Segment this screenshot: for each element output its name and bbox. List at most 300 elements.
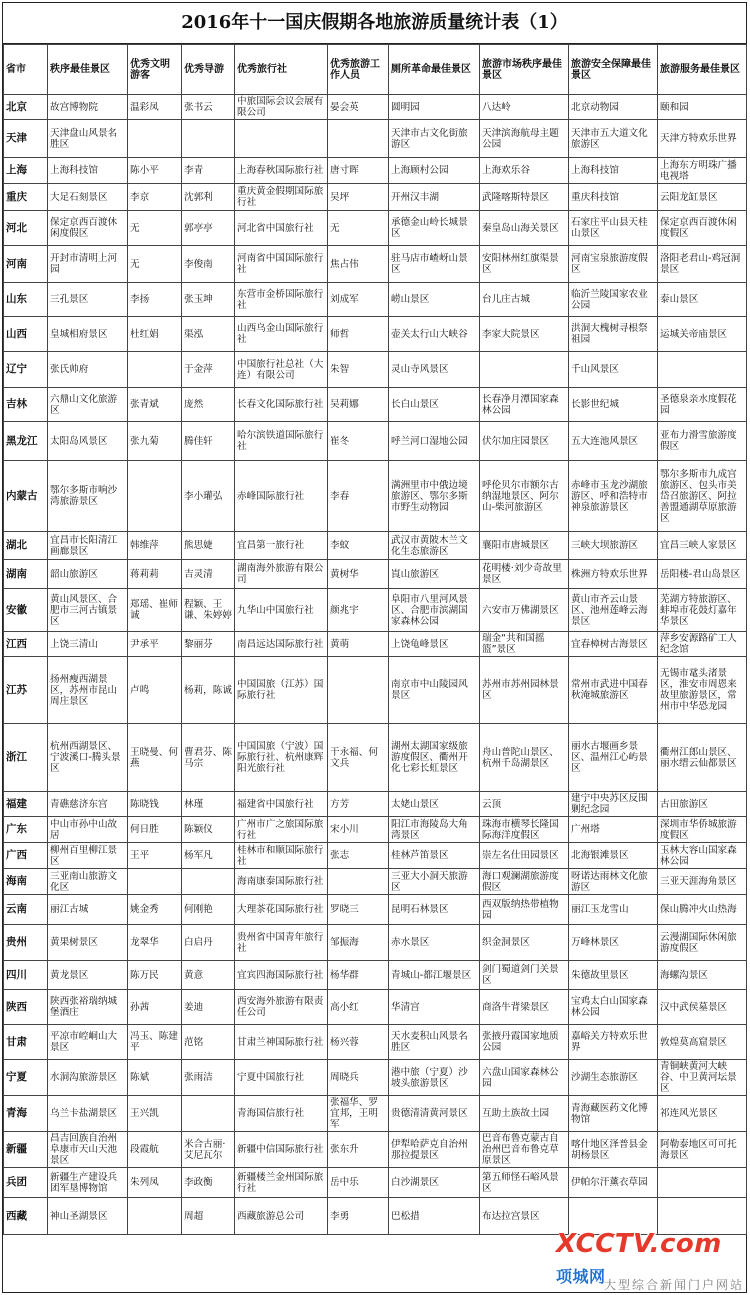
column-header: 旅游市场秩序最佳景区 xyxy=(480,45,569,95)
table-row xyxy=(4,211,747,246)
table-cell: 朱智 xyxy=(328,352,389,388)
table-cell: 无锡市鼋头渚景区，淮安市周恩来故里旅游景区，常州市中华恐龙园 xyxy=(658,657,747,724)
table-cell: 青铜峡黄河大峡谷、中卫黄河坛景区 xyxy=(658,1060,747,1096)
table-cell: 华清宫 xyxy=(389,990,480,1025)
table-cell: 宋小川 xyxy=(328,817,389,843)
table-row xyxy=(4,1168,747,1198)
table-cell: 商洛牛背梁景区 xyxy=(480,990,569,1025)
table-cell: 李蚊 xyxy=(328,532,389,560)
table-cell: 阳江市海陵岛大角湾景区 xyxy=(389,817,480,843)
province-cell: 广东 xyxy=(4,817,48,843)
province-cell: 辽宁 xyxy=(4,352,48,388)
table-cell: 昌吉回族自治州阜康市天山天池景区 xyxy=(48,1132,128,1168)
table-row xyxy=(4,990,747,1025)
table-cell: 八达岭 xyxy=(480,95,569,120)
table-cell: 段霞航 xyxy=(128,1132,182,1168)
table-cell: 郑瑶、崔师诚 xyxy=(128,589,182,632)
table-cell: 上海顾村公园 xyxy=(389,158,480,184)
table-cell: 吉灵清 xyxy=(182,560,235,589)
table-cell: 李扬 xyxy=(128,283,182,317)
table-cell: 伊帕尔汗薰衣草园 xyxy=(569,1168,658,1198)
table-cell: 剑门蜀道剑门关景区 xyxy=(480,961,569,990)
table-cell xyxy=(328,120,389,158)
table-cell: 陈万民 xyxy=(128,961,182,990)
table-cell: 李家大院景区 xyxy=(480,317,569,352)
table-cell: 无 xyxy=(128,246,182,283)
table-cell: 杨华群 xyxy=(328,961,389,990)
table-cell xyxy=(328,869,389,895)
table-cell: 西安海外旅游有限责任公司 xyxy=(235,990,328,1025)
table-cell: 中旅国际会议会展有限公司 xyxy=(235,95,328,120)
table-cell: 宁夏中国旅行社 xyxy=(235,1060,328,1096)
table-cell: 三峡大坝旅游区 xyxy=(569,532,658,560)
table-cell: 太姥山景区 xyxy=(389,792,480,817)
table-row xyxy=(4,1025,747,1060)
table-cell: 安阳林州红旗渠景区 xyxy=(480,246,569,283)
table-cell: 第五师怪石峪风景区 xyxy=(480,1168,569,1198)
table-cell: 杨莉，陈诚 xyxy=(182,657,235,724)
table-cell: 白启丹 xyxy=(182,925,235,961)
column-header: 旅游服务最佳景区 xyxy=(658,45,747,95)
province-cell: 青海 xyxy=(4,1096,48,1132)
table-cell: 朱德故里景区 xyxy=(569,961,658,990)
table-cell: 云阳龙缸景区 xyxy=(658,184,747,211)
table-cell xyxy=(128,120,182,158)
table-cell: 唐寸晖 xyxy=(328,158,389,184)
table-cell: 黄山风景区、合肥市三河古镇景区 xyxy=(48,589,128,632)
table-cell: 长白山景区 xyxy=(389,388,480,422)
table-row xyxy=(4,1132,747,1168)
table-cell: 山西乌金山国际旅行社 xyxy=(235,317,328,352)
table-row xyxy=(4,843,747,869)
table-cell xyxy=(128,1198,182,1235)
table-cell: 熊思婕 xyxy=(182,532,235,560)
table-cell: 祁连风光景区 xyxy=(658,1096,747,1132)
table-cell: 杜红娟 xyxy=(128,317,182,352)
table-cell: 蒋莉莉 xyxy=(128,560,182,589)
province-cell: 贵州 xyxy=(4,925,48,961)
table-cell: 花明楼·刘少奇故里景区 xyxy=(480,560,569,589)
table-cell: 六安市万佛湖景区 xyxy=(480,589,569,632)
table-row xyxy=(4,925,747,961)
table-row xyxy=(4,422,747,461)
table-cell: 昆明石林景区 xyxy=(389,895,480,925)
table-cell: 九华山中国旅行社 xyxy=(235,589,328,632)
table-cell: 岳阳楼-君山岛景区 xyxy=(658,560,747,589)
table-cell: 青礁慈济东宫 xyxy=(48,792,128,817)
table-cell: 李春 xyxy=(328,461,389,532)
table-cell: 韶山旅游区 xyxy=(48,560,128,589)
table-cell: 宜昌三峡人家景区 xyxy=(658,532,747,560)
table-cell xyxy=(658,352,747,388)
table-cell: 布达拉宫景区 xyxy=(480,1198,569,1235)
table-cell: 崂山景区 xyxy=(389,283,480,317)
table-cell xyxy=(480,352,569,388)
table-cell: 李政衡 xyxy=(182,1168,235,1198)
province-cell: 兵团 xyxy=(4,1168,48,1198)
table-cell: 周超 xyxy=(182,1198,235,1235)
statistics-sheet xyxy=(2,2,747,1293)
table-cell: 赤峰国际旅行社 xyxy=(235,461,328,532)
table-cell: 福建省中国旅行社 xyxy=(235,792,328,817)
table-cell: 萍乡安源路矿工人纪念馆 xyxy=(658,632,747,657)
table-cell: 芜湖方特旅游区、蚌埠市花鼓灯嘉年华景区 xyxy=(658,589,747,632)
table-row xyxy=(4,158,747,184)
table-cell: 三亚南山旅游文化区 xyxy=(48,869,128,895)
table-cell: 石家庄平山县天桂山景区 xyxy=(569,211,658,246)
table-cell: 深圳市华侨城旅游度假区 xyxy=(658,817,747,843)
table-cell: 颐和园 xyxy=(658,95,747,120)
table-cell: 北京动物园 xyxy=(569,95,658,120)
table-cell: 杨军凡 xyxy=(182,843,235,869)
table-cell: 丽江玉龙雪山 xyxy=(569,895,658,925)
table-cell: 崇左名仕田园景区 xyxy=(480,843,569,869)
table-cell: 桂林芦笛景区 xyxy=(389,843,480,869)
table-cell: 满洲里市中俄边境旅游区、鄂尔多斯市野生动物园 xyxy=(389,461,480,532)
table-row xyxy=(4,657,747,724)
table-cell: 刘成军 xyxy=(328,283,389,317)
column-header: 省市 xyxy=(4,45,48,95)
table-cell: 中国国旅（江苏）国际旅行社 xyxy=(235,657,328,724)
table-cell: 王兴凯 xyxy=(128,1096,182,1132)
table-cell: 曹君芬、陈马宗 xyxy=(182,724,235,792)
table-cell: 上海东方明珠广播电视塔 xyxy=(658,158,747,184)
table-cell: 三亚天涯海角景区 xyxy=(658,869,747,895)
table-cell: 沈郭利 xyxy=(182,184,235,211)
table-cell: 青海国信旅行社 xyxy=(235,1096,328,1132)
table-cell: 洛阳老君山-鸡冠洞景区 xyxy=(658,246,747,283)
table-cell: 保定京西百渡休闲度假区 xyxy=(658,211,747,246)
table-cell: 天津滨海航母主题公园 xyxy=(480,120,569,158)
table-cell: 陈颖仪 xyxy=(182,817,235,843)
table-cell: 张氏帅府 xyxy=(48,352,128,388)
table-cell: 白沙湖景区 xyxy=(389,1168,480,1198)
table-cell: 开州汉丰湖 xyxy=(389,184,480,211)
table-cell: 师哲 xyxy=(328,317,389,352)
table-cell: 范铭 xyxy=(182,1025,235,1060)
table-row xyxy=(4,589,747,632)
table-cell: 张掖丹霞国家地质公园 xyxy=(480,1025,569,1060)
table-cell: 建宁中央苏区反围剿纪念园 xyxy=(569,792,658,817)
table-cell: 河南省中国国际旅行社 xyxy=(235,246,328,283)
table-cell: 上海欢乐谷 xyxy=(480,158,569,184)
table-cell: 重庆科技馆 xyxy=(569,184,658,211)
table-cell: 常州市武进中国春秋淹城旅游区 xyxy=(569,657,658,724)
table-cell: 无 xyxy=(328,211,389,246)
table-cell xyxy=(328,657,389,724)
table-cell: 伊犁哈萨克自治州那拉提景区 xyxy=(389,1132,480,1168)
table-cell: 圣德泉亲水度假花园 xyxy=(658,388,747,422)
table-cell: 上海科技馆 xyxy=(569,158,658,184)
table-cell: 卢鸣 xyxy=(128,657,182,724)
column-header: 优秀导游 xyxy=(182,45,235,95)
table-cell: 柳州百里柳江景区 xyxy=(48,843,128,869)
column-header: 优秀文明游客 xyxy=(128,45,182,95)
table-cell: 神山圣湖景区 xyxy=(48,1198,128,1235)
table-cell: 天津盘山风景名胜区 xyxy=(48,120,128,158)
table-cell: 张雨洁 xyxy=(182,1060,235,1096)
table-cell: 水洞沟旅游景区 xyxy=(48,1060,128,1096)
table-cell: 干永福、何文兵 xyxy=(328,724,389,792)
table-row xyxy=(4,632,747,657)
table-cell: 株洲方特欢乐世界 xyxy=(569,560,658,589)
province-cell: 宁夏 xyxy=(4,1060,48,1096)
watermark-slogan: 大型综合新闻门户网站 xyxy=(603,1278,744,1292)
table-cell: 六鼎山文化旅游区 xyxy=(48,388,128,422)
province-cell: 山西 xyxy=(4,317,48,352)
table-cell: 武隆喀斯特景区 xyxy=(480,184,569,211)
table-cell: 万峰林景区 xyxy=(569,925,658,961)
table-row xyxy=(4,869,747,895)
table-cell: 南京市中山陵园风景区 xyxy=(389,657,480,724)
table-cell: 黄树华 xyxy=(328,560,389,589)
table-cell: 张志 xyxy=(328,843,389,869)
table-cell: 崀山旅游区 xyxy=(389,560,480,589)
table-cell: 杨兴蓉 xyxy=(328,1025,389,1060)
table-row xyxy=(4,724,747,792)
table-cell: 天津市古文化街旅游区 xyxy=(389,120,480,158)
table-row xyxy=(4,1096,747,1132)
table-cell: 呼伦贝尔市额尔古纳湿地景区、阿尔山-柴河旅游区 xyxy=(480,461,569,532)
table-cell: 洪洞大槐树寻根祭祖园 xyxy=(569,317,658,352)
table-cell: 乌兰卡盐湖景区 xyxy=(48,1096,128,1132)
table-cell: 贵德清清黄河景区 xyxy=(389,1096,480,1132)
table-cell: 襄阳市唐城景区 xyxy=(480,532,569,560)
table-cell: 陈小平 xyxy=(128,158,182,184)
province-cell: 天津 xyxy=(4,120,48,158)
table-cell: 孙茜 xyxy=(128,990,182,1025)
table-cell xyxy=(658,1168,747,1198)
table-cell: 韩维萍 xyxy=(128,532,182,560)
column-header: 优秀旅行社 xyxy=(235,45,328,95)
province-cell: 湖北 xyxy=(4,532,48,560)
table-cell: 赤峰市玉龙沙湖旅游区、呼和浩特市神泉旅游景区 xyxy=(569,461,658,532)
table-cell: 皇城相府景区 xyxy=(48,317,128,352)
table-cell: 黎丽芬 xyxy=(182,632,235,657)
table-cell: 黄萌 xyxy=(328,632,389,657)
table-cell: 呀诺达雨林文化旅游区 xyxy=(569,869,658,895)
table-cell: 贵州省中国青年旅行社 xyxy=(235,925,328,961)
table-cell: 亚布力滑雪旅游度假区 xyxy=(658,422,747,461)
table-cell: 李京 xyxy=(128,184,182,211)
table-cell: 阿勒泰地区可可托海景区 xyxy=(658,1132,747,1168)
table-cell: 天津市五大道文化旅游区 xyxy=(569,120,658,158)
table-cell: 陈晓钱 xyxy=(128,792,182,817)
table-row xyxy=(4,1060,747,1096)
table-cell: 李勇 xyxy=(328,1198,389,1235)
province-cell: 西藏 xyxy=(4,1198,48,1235)
table-cell: 李小瓘弘 xyxy=(182,461,235,532)
table-cell: 于金萍 xyxy=(182,352,235,388)
table-cell: 赤水景区 xyxy=(389,925,480,961)
table-cell: 临沂兰陵国家农业公园 xyxy=(569,283,658,317)
table-cell: 故宫博物院 xyxy=(48,95,128,120)
province-cell: 广西 xyxy=(4,843,48,869)
table-cell: 哈尔滨铁道国际旅行社 xyxy=(235,422,328,461)
table-cell xyxy=(182,1096,235,1132)
province-cell: 浙江 xyxy=(4,724,48,792)
table-cell: 吴坪 xyxy=(328,184,389,211)
table-cell: 黄意 xyxy=(182,961,235,990)
table-cell: 冯玉、陈建平 xyxy=(128,1025,182,1060)
table-cell: 陈斌 xyxy=(128,1060,182,1096)
table-body xyxy=(4,95,747,1235)
table-cell: 张玉坤 xyxy=(182,283,235,317)
table-cell: 方芳 xyxy=(328,792,389,817)
table-cell: 大足石刻景区 xyxy=(48,184,128,211)
table-row xyxy=(4,95,747,120)
province-cell: 北京 xyxy=(4,95,48,120)
province-cell: 河北 xyxy=(4,211,48,246)
province-cell: 陕西 xyxy=(4,990,48,1025)
table-cell xyxy=(235,120,328,158)
table-row xyxy=(4,246,747,283)
table-cell: 圆明园 xyxy=(389,95,480,120)
table-cell: 沙湖生态旅游区 xyxy=(569,1060,658,1096)
table-cell: 颜兆宇 xyxy=(328,589,389,632)
table-row xyxy=(4,817,747,843)
table-cell: 张青斌 xyxy=(128,388,182,422)
table-cell: 尹承平 xyxy=(128,632,182,657)
province-cell: 福建 xyxy=(4,792,48,817)
table-cell: 天津方特欢乐世界 xyxy=(658,120,747,158)
table-cell: 丽水古堰画乡景区、温州江心屿景区 xyxy=(569,724,658,792)
table-cell: 秦皇岛山海关景区 xyxy=(480,211,569,246)
table-cell xyxy=(182,869,235,895)
table-cell: 新疆楼兰金州国际旅行社 xyxy=(235,1168,328,1198)
table-cell: 郭亭亭 xyxy=(182,211,235,246)
table-cell: 伏尔加庄园景区 xyxy=(480,422,569,461)
table-cell: 上饶龟峰景区 xyxy=(389,632,480,657)
table-row xyxy=(4,388,747,422)
column-header: 厕所革命最佳景区 xyxy=(389,45,480,95)
table-cell xyxy=(128,461,182,532)
table-cell: 鄂尔多斯市响沙湾旅游景区 xyxy=(48,461,128,532)
province-cell: 内蒙古 xyxy=(4,461,48,532)
table-cell: 罗晓三 xyxy=(328,895,389,925)
table-cell: 上饶三清山 xyxy=(48,632,128,657)
province-cell: 甘肃 xyxy=(4,1025,48,1060)
column-header: 优秀旅游工作人员 xyxy=(328,45,389,95)
column-header: 旅游安全保障最佳景区 xyxy=(569,45,658,95)
table-cell: 三孔景区 xyxy=(48,283,128,317)
table-cell: 巴音布鲁克蒙古自治州巴音布鲁克草原景区 xyxy=(480,1132,569,1168)
table-cell: 河南宝泉旅游度假区 xyxy=(569,246,658,283)
site-watermark xyxy=(556,1229,746,1293)
table-cell: 宝鸡太白山国家森林公园 xyxy=(569,990,658,1025)
table-cell: 陕西张裕瑞纳城堡酒庄 xyxy=(48,990,128,1025)
table-cell: 重庆黄金假期国际旅行社 xyxy=(235,184,328,211)
table-cell: 泰山景区 xyxy=(658,283,747,317)
table-cell: 衢州江郎山景区、丽水缙云仙都景区 xyxy=(658,724,747,792)
table-cell: 张福华、罗宜邦，王明军 xyxy=(328,1096,389,1132)
table-cell: 青海藏医药文化博物馆 xyxy=(569,1096,658,1132)
province-cell: 新疆 xyxy=(4,1132,48,1168)
province-cell: 吉林 xyxy=(4,388,48,422)
table-cell: 青城山-都江堰景区 xyxy=(389,961,480,990)
province-cell: 云南 xyxy=(4,895,48,925)
table-cell: 海南康泰国际旅行社 xyxy=(235,869,328,895)
province-cell: 黑龙江 xyxy=(4,422,48,461)
table-cell: 灵山寺风景区 xyxy=(389,352,480,388)
table-cell: 苏州市苏州园林景区 xyxy=(480,657,569,724)
table-cell: 运城关帝庙景区 xyxy=(658,317,747,352)
table-row xyxy=(4,317,747,352)
table-cell: 舟山普陀山景区、杭州千岛湖景区 xyxy=(480,724,569,792)
table-cell: 庞然 xyxy=(182,388,235,422)
table-row xyxy=(4,120,747,158)
table-row xyxy=(4,560,747,589)
table-cell: 邹振海 xyxy=(328,925,389,961)
province-cell: 山东 xyxy=(4,283,48,317)
table-cell: 林瑾 xyxy=(182,792,235,817)
table-cell: 杭州西湖景区、宁波溪口-腾头景区 xyxy=(48,724,128,792)
table-cell: 朱列凤 xyxy=(128,1168,182,1198)
table-cell: 姚金秀 xyxy=(128,895,182,925)
table-row xyxy=(4,283,747,317)
table-cell: 敦煌莫高窟景区 xyxy=(658,1025,747,1060)
table-cell xyxy=(128,352,182,388)
province-cell: 河南 xyxy=(4,246,48,283)
table-row xyxy=(4,352,747,388)
table-cell: 上海春秋国际旅行社 xyxy=(235,158,328,184)
table-cell: 米合古丽·艾尼瓦尔 xyxy=(182,1132,235,1168)
table-cell: 西双版纳热带植物园 xyxy=(480,895,569,925)
table-cell: 张书云 xyxy=(182,95,235,120)
statistics-table xyxy=(3,44,747,1235)
table-cell: 黄龙景区 xyxy=(48,961,128,990)
table-cell: 无 xyxy=(128,211,182,246)
column-header: 秩序最佳景区 xyxy=(48,45,128,95)
table-cell: 晏会英 xyxy=(328,95,389,120)
table-cell: 南昌远达国际旅行社 xyxy=(235,632,328,657)
table-cell: 王晓曼、何燕 xyxy=(128,724,182,792)
table-cell: 鄂尔多斯市九成宫旅游区、包头市美岱召旅游区、阿拉善盟通湖草原旅游区 xyxy=(658,461,747,532)
table-cell: 新疆生产建设兵团军垦博物馆 xyxy=(48,1168,128,1198)
table-cell: 焦占伟 xyxy=(328,246,389,283)
table-cell: 广州市广之旅国际旅行社 xyxy=(235,817,328,843)
watermark-logo-cn: 项城网 xyxy=(556,1267,606,1286)
table-cell: 嘉峪关方特欢乐世界 xyxy=(569,1025,658,1060)
table-cell xyxy=(128,869,182,895)
table-cell: 保山腾冲火山热海 xyxy=(658,895,747,925)
table-cell: 甘肃兰神国际旅行社 xyxy=(235,1025,328,1060)
table-cell: 李青 xyxy=(182,158,235,184)
table-cell: 三亚大小洞天旅游区 xyxy=(389,869,480,895)
table-cell: 张九菊 xyxy=(128,422,182,461)
table-cell: 喀什地区泽普县金胡杨景区 xyxy=(569,1132,658,1168)
table-cell: 长影世纪城 xyxy=(569,388,658,422)
table-cell: 新疆中信国际旅行社 xyxy=(235,1132,328,1168)
table-cell: 古田旅游区 xyxy=(658,792,747,817)
table-cell: 湖州太湖国家级旅游度假区、衢州开化七彩长虹景区 xyxy=(389,724,480,792)
table-cell: 中国旅行社总社（大连）有限公司 xyxy=(235,352,328,388)
table-cell: 黄果树景区 xyxy=(48,925,128,961)
table-cell: 汉中武侯墓景区 xyxy=(658,990,747,1025)
table-cell: 长春文化国际旅行社 xyxy=(235,388,328,422)
table-cell: 互助土族故土园 xyxy=(480,1096,569,1132)
table-cell: 巴松措 xyxy=(389,1198,480,1235)
table-cell: 千山风景区 xyxy=(569,352,658,388)
table-cell: 驻马店市嵖岈山景区 xyxy=(389,246,480,283)
table-cell: 岳中乐 xyxy=(328,1168,389,1198)
table-cell: 东营市金桥国际旅行社 xyxy=(235,283,328,317)
table-cell: 壶关太行山大峡谷 xyxy=(389,317,480,352)
table-cell: 北海银滩景区 xyxy=(569,843,658,869)
table-cell: 渠泓 xyxy=(182,317,235,352)
table-cell: 王平 xyxy=(128,843,182,869)
table-row xyxy=(4,184,747,211)
